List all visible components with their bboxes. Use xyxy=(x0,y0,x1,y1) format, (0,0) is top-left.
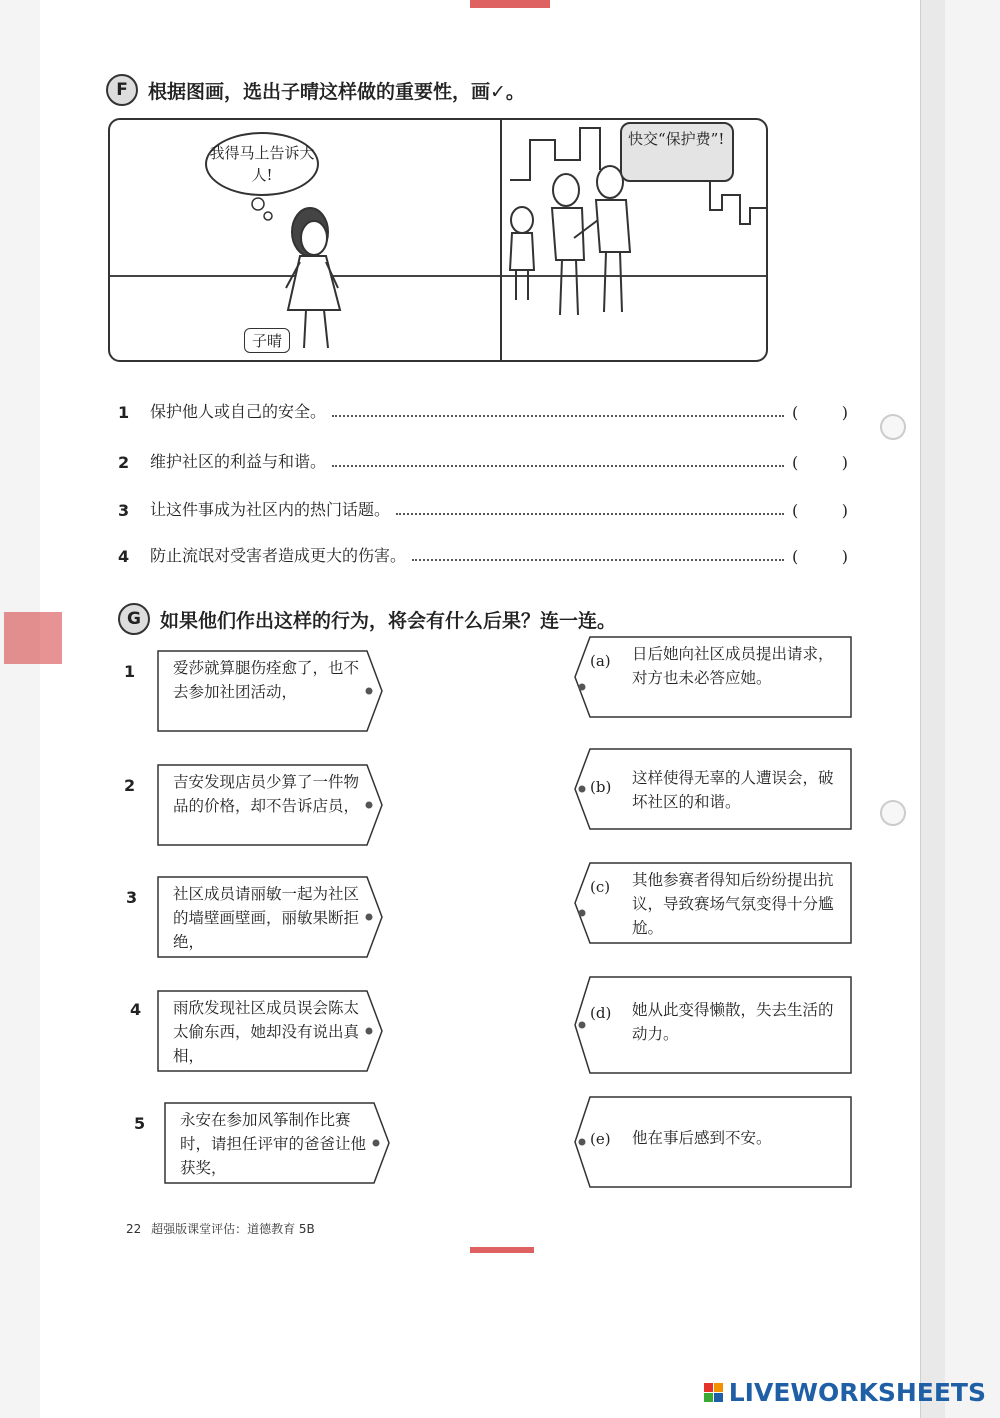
right-item-text: 日后她向社区成员提出请求，对方也未必答应她。 xyxy=(632,645,834,687)
red-mark-bottom xyxy=(470,1247,534,1253)
paren-close: ) xyxy=(841,403,848,422)
left-item-box xyxy=(157,764,383,846)
page-footer xyxy=(126,1220,315,1237)
question-number: 3 xyxy=(118,501,130,520)
left-item-box xyxy=(164,1102,390,1184)
leader-dots xyxy=(412,559,784,561)
left-item-box xyxy=(157,990,383,1072)
liveworksheets-brand xyxy=(704,1378,986,1407)
connect-dot[interactable] xyxy=(362,1024,376,1038)
question-text: 让这件事成为社区内的热门话题。 xyxy=(150,500,391,519)
answer-checkbox[interactable] xyxy=(792,403,848,422)
right-item-tag: (a) xyxy=(590,652,611,670)
brand-name: LIVEWORKSHEETS xyxy=(728,1378,986,1407)
leader-dots xyxy=(332,415,784,417)
punch-hole-1 xyxy=(880,414,906,440)
red-mark-left xyxy=(4,612,62,664)
left-item-box xyxy=(157,876,383,958)
thought-bubble xyxy=(205,132,319,196)
connect-dot[interactable] xyxy=(362,910,376,924)
question-row xyxy=(118,444,848,472)
paren-open: ( xyxy=(792,453,799,472)
paren-close: ) xyxy=(841,501,848,520)
right-item-box xyxy=(574,636,852,718)
question-number: 4 xyxy=(118,547,130,566)
right-item-box xyxy=(574,976,852,1058)
boy-figure xyxy=(510,207,534,300)
connect-dot[interactable] xyxy=(362,684,376,698)
right-item-text: 他在事后感到不安。 xyxy=(632,1129,772,1147)
section-f-badge: F xyxy=(106,74,138,106)
section-g-heading xyxy=(118,603,616,635)
connect-dot[interactable] xyxy=(575,1135,589,1149)
thought-text: 我得马上告诉大人! xyxy=(209,144,315,184)
left-item-text: 社区成员请丽敏一起为社区的墙壁画壁画，丽敏果断拒绝， xyxy=(173,885,360,951)
right-item-tag: (b) xyxy=(590,778,612,796)
answer-checkbox[interactable] xyxy=(792,453,848,472)
section-f-title: 根据图画，选出子晴这样做的重要性，画✓。 xyxy=(148,80,525,103)
item-number: 5 xyxy=(134,1114,146,1133)
left-item-text: 爱莎就算腿伤痊愈了，也不去参加社团活动， xyxy=(173,659,360,701)
book-title: 超强版课堂评估：道德教育 5B xyxy=(151,1222,315,1236)
connect-dot[interactable] xyxy=(362,798,376,812)
paren-open: ( xyxy=(792,403,799,422)
question-row xyxy=(118,394,848,422)
section-g-title: 如果他们作出这样的行为，将会有什么后果？连一连。 xyxy=(160,609,617,632)
right-item-tag: (e) xyxy=(590,1130,611,1148)
leader-dots xyxy=(332,465,784,467)
connect-dot[interactable] xyxy=(575,680,589,694)
comic-illustration xyxy=(108,118,768,362)
thought-dot xyxy=(252,198,264,210)
leader-dots xyxy=(396,513,784,515)
right-item-text: 她从此变得懒散，失去生活的动力。 xyxy=(632,1001,834,1043)
answer-checkbox[interactable] xyxy=(792,501,848,520)
liveworksheets-logo-icon xyxy=(704,1383,723,1402)
question-number: 2 xyxy=(118,453,130,472)
page-number: 22 xyxy=(126,1222,142,1236)
right-item-text: 其他参赛者得知后纷纷提出抗议，导致赛场气氛变得十分尴尬。 xyxy=(632,871,834,937)
red-mark-top xyxy=(470,0,550,8)
question-row xyxy=(118,538,848,566)
item-number: 1 xyxy=(124,662,136,681)
connect-dot[interactable] xyxy=(575,782,589,796)
right-item-box xyxy=(574,862,852,944)
speech-text: 快交“保护费”! xyxy=(628,130,725,148)
paren-open: ( xyxy=(792,547,799,566)
left-item-text: 雨欣发现社区成员误会陈太太偷东西，她却没有说出真相， xyxy=(173,999,360,1065)
paren-open: ( xyxy=(792,501,799,520)
men-figures xyxy=(552,166,630,315)
question-text: 保护他人或自己的安全。 xyxy=(150,402,327,421)
paren-close: ) xyxy=(841,547,848,566)
right-item-tag: (c) xyxy=(590,878,611,896)
item-number: 4 xyxy=(130,1000,142,1019)
right-item-box xyxy=(574,748,852,830)
paren-close: ) xyxy=(841,453,848,472)
girl-figure xyxy=(286,208,340,348)
punch-hole-2 xyxy=(880,800,906,826)
connect-dot[interactable] xyxy=(369,1136,383,1150)
thought-dot xyxy=(264,212,272,220)
item-number: 3 xyxy=(126,888,138,907)
page-edge xyxy=(920,0,945,1418)
speech-bubble xyxy=(620,122,734,182)
left-item-text: 永安在参加风筝制作比赛时，请担任评审的爸爸让他获奖， xyxy=(180,1111,367,1177)
question-text: 维护社区的利益与和谐。 xyxy=(150,452,327,471)
right-item-text: 这样使得无辜的人遭误会，破坏社区的和谐。 xyxy=(632,769,834,811)
left-item-box xyxy=(157,650,383,732)
section-f-heading xyxy=(106,74,525,106)
question-text: 防止流氓对受害者造成更大的伤害。 xyxy=(150,546,407,565)
character-name-label: 子晴 xyxy=(244,328,290,353)
right-item-tag: (d) xyxy=(590,1004,612,1022)
connect-dot[interactable] xyxy=(575,1018,589,1032)
connect-dot[interactable] xyxy=(575,906,589,920)
item-number: 2 xyxy=(124,776,136,795)
answer-checkbox[interactable] xyxy=(792,547,848,566)
right-item-box xyxy=(574,1096,852,1178)
section-g-badge: G xyxy=(118,603,150,635)
left-item-text: 吉安发现店员少算了一件物品的价格，却不告诉店员， xyxy=(173,773,360,815)
question-number: 1 xyxy=(118,403,130,422)
question-row xyxy=(118,492,848,520)
